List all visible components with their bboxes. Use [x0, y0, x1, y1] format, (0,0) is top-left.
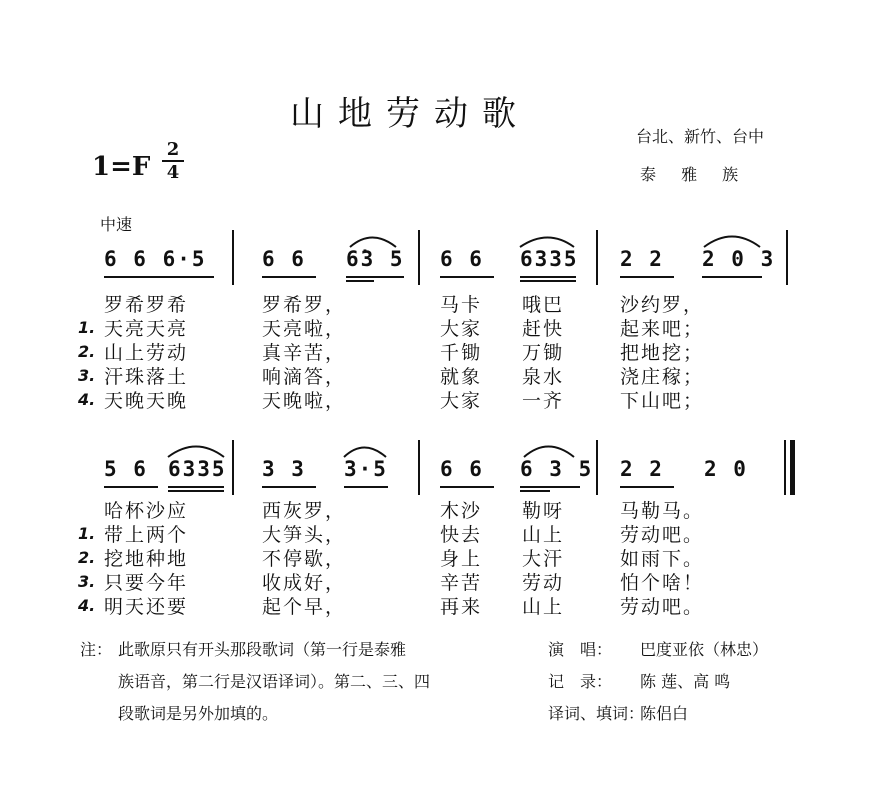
lyric-text: 再来	[440, 596, 483, 618]
lyric-text: 罗希罗希	[104, 294, 189, 316]
note-line-2: 族语音，第二行是汉语译词）。第二、三、四	[118, 672, 431, 691]
verse-number: 4.	[78, 390, 96, 409]
lyric-text: 马勒马。	[620, 500, 705, 522]
lyric-text: 辛苦	[440, 572, 483, 594]
notes-bar-3b: 6335	[520, 247, 579, 271]
bar-line	[596, 440, 598, 495]
credit-label-lyricist: 译词、填词：	[548, 704, 645, 723]
final-bar-line-thin	[784, 440, 786, 495]
notes-bar-8b: 2 0	[704, 457, 748, 481]
lyric-text: 沙约罗，	[620, 294, 705, 316]
lyric-text: 山上	[522, 524, 565, 546]
origin-tribe: 泰 雅 族	[640, 165, 749, 184]
lyric-text: 明天还要	[104, 596, 189, 618]
tempo-marking: 中速	[100, 215, 133, 234]
lyric-text: 劳动吧。	[620, 524, 705, 546]
notes-bar-2b: 6̇3 5	[346, 247, 405, 271]
notes-bar-1: 6 6 6·5	[104, 247, 207, 271]
notes-bar-2a: 6 6	[262, 247, 306, 271]
beam-line	[620, 486, 674, 488]
beam-line	[520, 486, 580, 488]
notes-bar-7a: 6 6	[440, 457, 484, 481]
notes-bar-6a: 3 3	[262, 457, 306, 481]
beam-line	[168, 486, 224, 488]
credit-value-lyricist: 陈侣白	[640, 704, 689, 723]
lyric-text: 勒呀	[522, 500, 565, 522]
verse-number: 2.	[78, 548, 96, 567]
bar-line	[418, 440, 420, 495]
lyric-text: 泉水	[522, 366, 565, 388]
verse-number: 1.	[78, 524, 96, 543]
lyric-text: 起来吧；	[620, 318, 705, 340]
verse-number: 2.	[78, 342, 96, 361]
lyric-text: 哦巴	[522, 294, 565, 316]
lyric-text: 就象	[440, 366, 483, 388]
lyric-text: 只要今年	[104, 572, 189, 594]
lyric-text: 汗珠落土	[104, 366, 189, 388]
notes-bar-4a: 2 2	[620, 247, 664, 271]
lyric-text: 罗希罗，	[262, 294, 347, 316]
lyric-text: 万锄	[522, 342, 565, 364]
lyric-text: 山上劳动	[104, 342, 189, 364]
lyric-text: 把地挖；	[620, 342, 705, 364]
credit-value-singer: 巴度亚依（林忠）	[640, 640, 769, 659]
lyric-text: 天晚天晚	[104, 390, 189, 412]
notes-bar-7b: 6 3 5	[520, 457, 594, 481]
notes-bar-6b: 3·5	[344, 457, 388, 481]
note-line-1: 此歌原只有开头那段歌词（第一行是泰雅	[118, 640, 407, 659]
lyric-text: 不停歇，	[262, 548, 347, 570]
note-label: 注：	[80, 640, 113, 659]
lyric-text: 如雨下。	[620, 548, 705, 570]
bar-line	[232, 440, 234, 495]
lyric-text: 大家	[440, 318, 483, 340]
origin-region: 台北、新竹、台中	[636, 127, 765, 146]
lyric-text: 大汗	[522, 548, 565, 570]
lyric-text: 西灰罗，	[262, 500, 347, 522]
verse-number: 4.	[78, 596, 96, 615]
key-signature: 1=F	[92, 152, 151, 182]
lyric-text: 大家	[440, 390, 483, 412]
lyric-text: 天亮啦，	[262, 318, 347, 340]
lyric-text: 劳动吧。	[620, 596, 705, 618]
lyric-text: 赶快	[522, 318, 565, 340]
lyric-text: 挖地种地	[104, 548, 189, 570]
lyric-text: 山上	[522, 596, 565, 618]
notes-bar-8a: 2 2	[620, 457, 664, 481]
lyric-text: 带上两个	[104, 524, 189, 546]
lyric-text: 天亮天亮	[104, 318, 189, 340]
note-line-3: 段歌词是另外加填的。	[118, 704, 279, 723]
notes-bar-3a: 6 6	[440, 247, 484, 271]
verse-number: 1.	[78, 318, 96, 337]
credit-value-recorder: 陈 莲、高 鸣	[640, 672, 731, 691]
lyric-text: 浇庄稼；	[620, 366, 705, 388]
lyric-text: 一齐	[522, 390, 565, 412]
song-title: 山地劳动歌	[290, 94, 530, 134]
lyric-text: 劳动	[522, 572, 565, 594]
notes-bar-5a: 5 6	[104, 457, 148, 481]
lyric-text: 马卡	[440, 294, 483, 316]
time-signature-bottom: 4	[166, 162, 180, 183]
lyric-text: 快去	[440, 524, 483, 546]
beam-line	[104, 486, 158, 488]
lyric-text: 身上	[440, 548, 483, 570]
credit-label-recorder: 记 录：	[548, 672, 613, 691]
notes-bar-4b: 2 0 3	[702, 247, 776, 271]
lyric-text: 大笋头，	[262, 524, 347, 546]
lyric-text: 千锄	[440, 342, 483, 364]
beam-line	[344, 486, 388, 488]
notes-bar-5b: 6335	[168, 457, 227, 481]
lyric-text: 下山吧；	[620, 390, 705, 412]
beam-line	[520, 490, 550, 492]
verse-number: 3.	[78, 366, 96, 385]
lyric-text: 真辛苦，	[262, 342, 347, 364]
lyric-text: 天晚啦，	[262, 390, 347, 412]
lyric-text: 收成好，	[262, 572, 347, 594]
beam-line	[440, 486, 494, 488]
lyric-text: 木沙	[440, 500, 483, 522]
time-signature-top: 2	[166, 139, 180, 160]
lyric-text: 怕个啥！	[620, 572, 705, 594]
lyric-text: 哈杯沙应	[104, 500, 189, 522]
beam-line	[262, 486, 316, 488]
final-bar-line-thick	[790, 440, 795, 495]
lyric-text: 起个早，	[262, 596, 347, 618]
verse-number: 3.	[78, 572, 96, 591]
beam-line	[168, 490, 224, 492]
lyric-text: 响滴答，	[262, 366, 347, 388]
credit-label-singer: 演 唱：	[548, 640, 613, 659]
